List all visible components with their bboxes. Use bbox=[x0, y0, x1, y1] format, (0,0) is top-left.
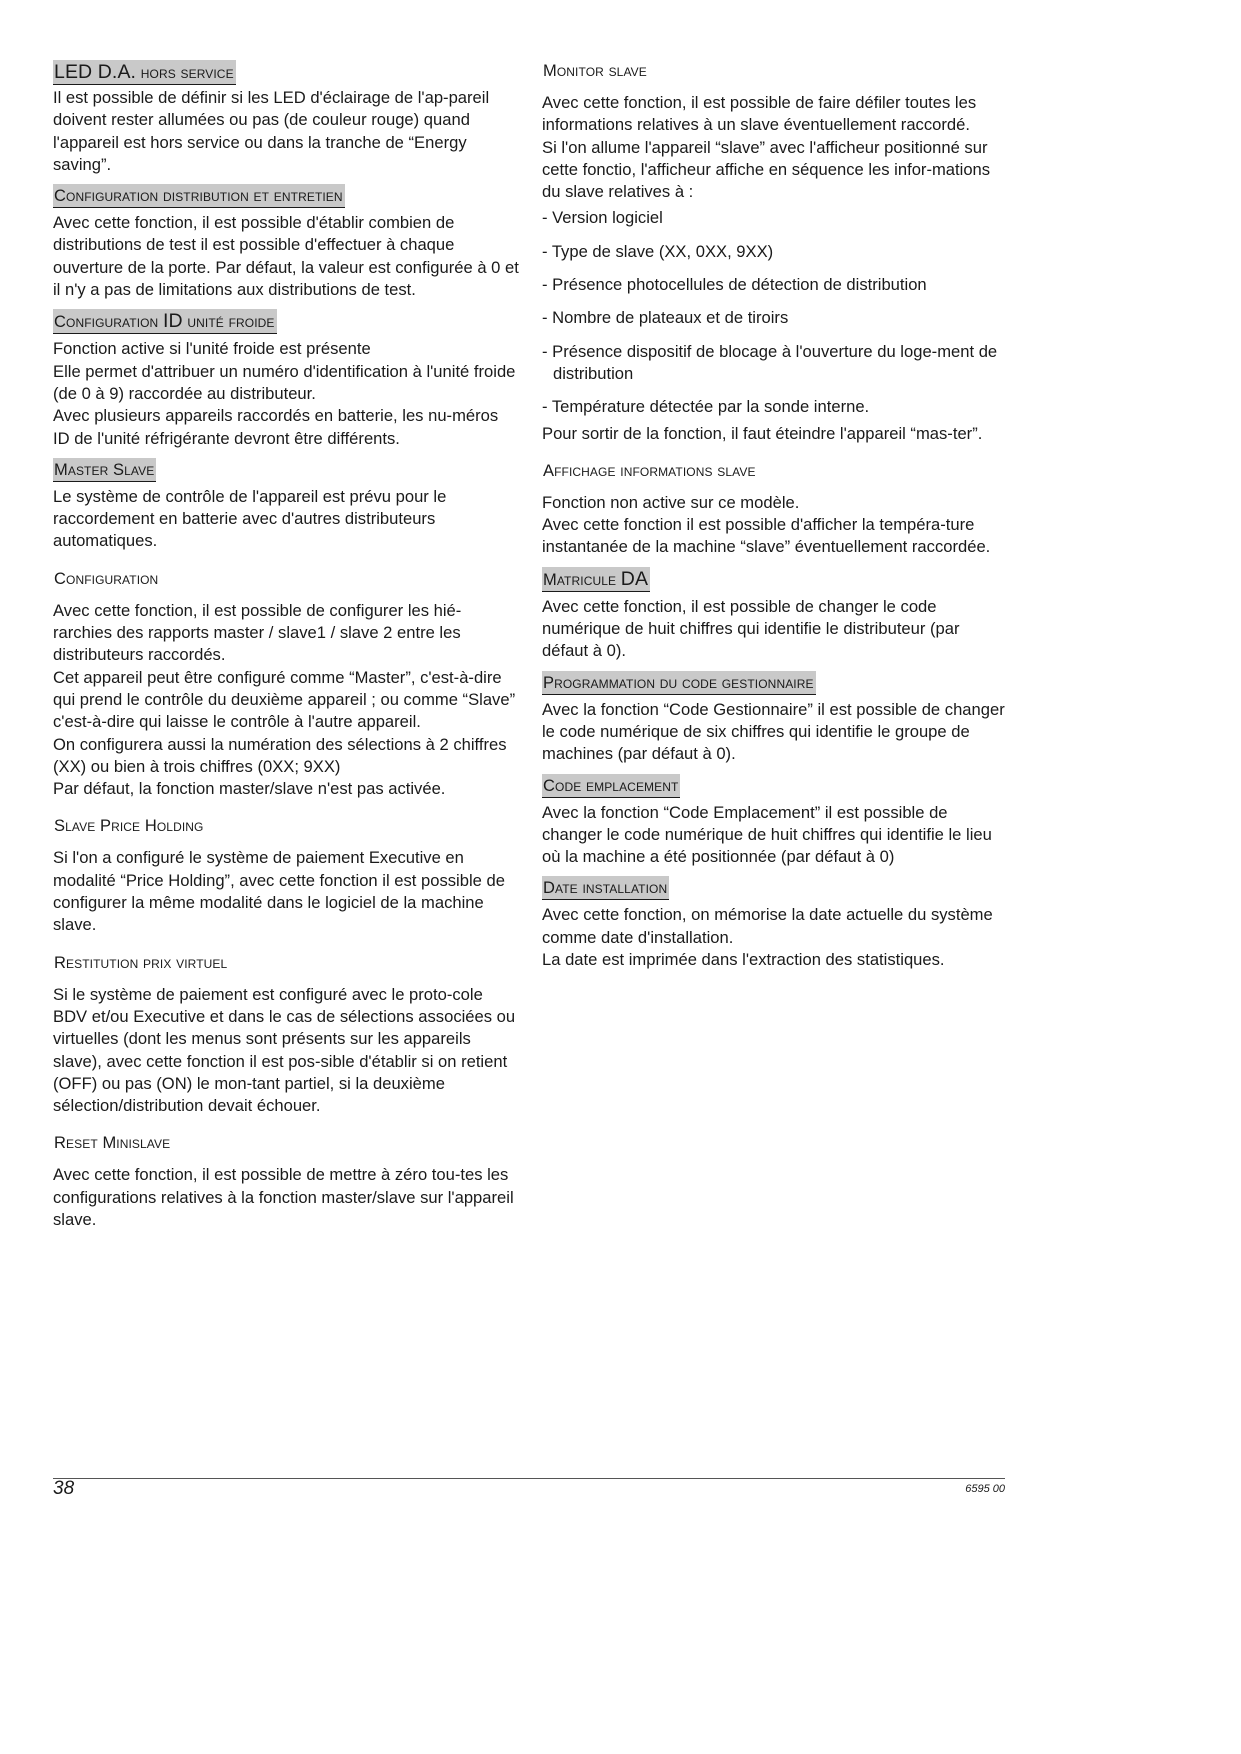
section-monitor-slave bbox=[542, 60, 1010, 445]
section-heading: LED D.A. hors service bbox=[54, 61, 234, 83]
section-body: Avec la fonction “Code Gestionnaire” il est possible de changer le code numérique de six chiffres qui identifie le groupe de machines (par défaut à 0). bbox=[542, 699, 1005, 764]
section-body: Avec cette fonction, il est possible d'établir combien de distributions de test il est possible d'effectuer à chaque ouverture de la porte. Par défaut, la valeur est configurée à 0 et il n'y a pas de limitations aux distributions de test. bbox=[53, 213, 519, 300]
section-body-line: Avec cette fonction il est possible d'afficher la tempéra-ture instantanée de la machine “slave” éventuellement raccordée. bbox=[542, 515, 991, 557]
section-heading: Matricule DA bbox=[543, 567, 649, 590]
section-slave-price-holding bbox=[53, 815, 519, 936]
list-item: - Type de slave (XX, 0XX, 9XX) bbox=[542, 241, 774, 261]
section-heading: Configuration ID unité froide bbox=[54, 310, 275, 333]
section-reset-minislave bbox=[53, 1132, 519, 1231]
section-heading: Code emplacement bbox=[542, 774, 680, 798]
section-heading: Affichage informations slave bbox=[543, 461, 756, 480]
section-heading: Slave Price Holding bbox=[54, 817, 204, 836]
section-configuration bbox=[53, 568, 519, 801]
section-heading: Restitution prix virtuel bbox=[54, 953, 228, 972]
section-body-line: Fonction non active sur ce modèle. bbox=[542, 492, 800, 512]
section-body: Le système de contrôle de l'appareil est prévu pour le raccordement en batterie avec d'autres distributeurs automatiques. bbox=[53, 486, 447, 551]
section-body-line: Cet appareil peut être configuré comme “Master”, c'est-à-dire qui prend le contrôle du deuxième appareil ; ou comme “Slave” c'est-à-dire qui laisse le contrôle à l'autre appareil. bbox=[53, 667, 516, 732]
section-restitution-prix-virtuel bbox=[53, 952, 519, 1118]
section-body-line: Par défaut, la fonction master/slave n'est pas activée. bbox=[53, 779, 446, 799]
section-heading: Master Slave bbox=[53, 458, 156, 482]
section-affichage-informations-slave bbox=[542, 460, 1010, 559]
section-code-emplacement bbox=[542, 774, 1010, 869]
section-body: Avec cette fonction, il est possible de mettre à zéro tou-tes les configurations relatives à la fonction master/slave sur l'appareil slave. bbox=[53, 1165, 514, 1229]
section-heading: Programmation du code gestionnaire bbox=[542, 671, 816, 695]
section-body-line: Fonction active si l'unité froide est présente bbox=[53, 339, 371, 359]
section-configuration-distribution bbox=[53, 184, 519, 301]
section-heading: Monitor slave bbox=[543, 62, 647, 80]
section-body-line: Elle permet d'attribuer un numéro d'identification à l'unité froide (de 0 à 9) raccordée au distributeur. bbox=[53, 361, 516, 403]
right-column bbox=[542, 60, 1010, 971]
left-column bbox=[53, 60, 519, 1231]
section-body-line: Avec cette fonction, on mémorise la date actuelle du système comme date d'installation. bbox=[542, 905, 993, 947]
section-footer-text: Pour sortir de la fonction, il faut éteindre l'appareil “mas-ter”. bbox=[542, 423, 983, 443]
list-item: - Version logiciel bbox=[542, 208, 663, 228]
section-body-line: Avec cette fonction, il est possible de configurer les hié-rarchies des rapports master / slave1 / slave 2 entre les distributeurs raccordés. bbox=[53, 600, 462, 665]
section-led-hors-service bbox=[53, 60, 519, 176]
page-number: 38 bbox=[53, 1478, 75, 1499]
section-body-line: On configurera aussi la numération des sélections à 2 chiffres (XX) ou bien à trois chiffres (0XX; 9XX) bbox=[53, 734, 507, 776]
list-item: - Nombre de plateaux et de tiroirs bbox=[542, 308, 789, 328]
section-configuration-id bbox=[53, 309, 519, 449]
list-item: - Présence dispositif de blocage à l'ouverture du loge-ment de distribution bbox=[542, 341, 998, 383]
section-matricule-da bbox=[542, 567, 1010, 663]
info-list bbox=[542, 207, 1010, 418]
section-master-slave bbox=[53, 458, 519, 553]
section-programmation-code-gestionnaire bbox=[542, 671, 1010, 766]
section-heading: Reset Minislave bbox=[54, 1134, 171, 1153]
list-item: - Présence photocellules de détection de distribution bbox=[542, 275, 927, 295]
section-body: Si le système de paiement est configuré avec le proto-cole BDV et/ou Executive et dans le cas de sélections associées ou virtuelles (dont les menus sont présents sur les appareils slave), avec cette fonction il est pos-sible d'établir si on retient (OFF) ou pas (ON) le mon-tant partiel, si la deuxième sélection/distribution devait échouer. bbox=[53, 984, 516, 1116]
section-date-installation bbox=[542, 876, 1010, 971]
section-body: Avec la fonction “Code Emplacement” il est possible de changer le code numérique de huit chiffres qui identifie le lieu où la machine a été positionnée (par défaut à 0) bbox=[542, 802, 992, 867]
section-body-line: Avec plusieurs appareils raccordés en batterie, les nu-méros ID de l'unité réfrigérante devront être différents. bbox=[53, 406, 499, 448]
section-heading: Date installation bbox=[542, 876, 669, 900]
document-code: 6595 00 bbox=[965, 1483, 1005, 1495]
section-body-line: Si l'on allume l'appareil “slave” avec l'afficheur positionné sur cette fonctio, l'afficheur affiche en séquence les infor-mations du slave relatives à : bbox=[542, 137, 991, 202]
section-body: Il est possible de définir si les LED d'éclairage de l'ap-pareil doivent rester allumées ou pas (de couleur rouge) quand l'appareil est hors service ou dans la tranche de “Energy saving”. bbox=[53, 88, 490, 174]
section-heading: Configuration bbox=[54, 569, 159, 588]
section-body: Si l'on a configuré le système de paiement Executive en modalité “Price Holding”, avec cette fonction il est possible de configurer la même modalité dans le logiciel de la machine slave. bbox=[53, 848, 505, 935]
section-body-line: Avec cette fonction, il est possible de faire défiler toutes les informations relatives à un slave éventuellement raccordé. bbox=[542, 93, 977, 135]
section-heading: Configuration distribution et entretien bbox=[53, 184, 345, 208]
footer-divider bbox=[53, 1478, 1005, 1479]
list-item: - Température détectée par la sonde interne. bbox=[542, 397, 870, 417]
section-body: Avec cette fonction, il est possible de changer le code numérique de huit chiffres qui identifie le distributeur (par défaut à 0). bbox=[542, 596, 960, 661]
section-body-line: La date est imprimée dans l'extraction des statistiques. bbox=[542, 950, 945, 970]
